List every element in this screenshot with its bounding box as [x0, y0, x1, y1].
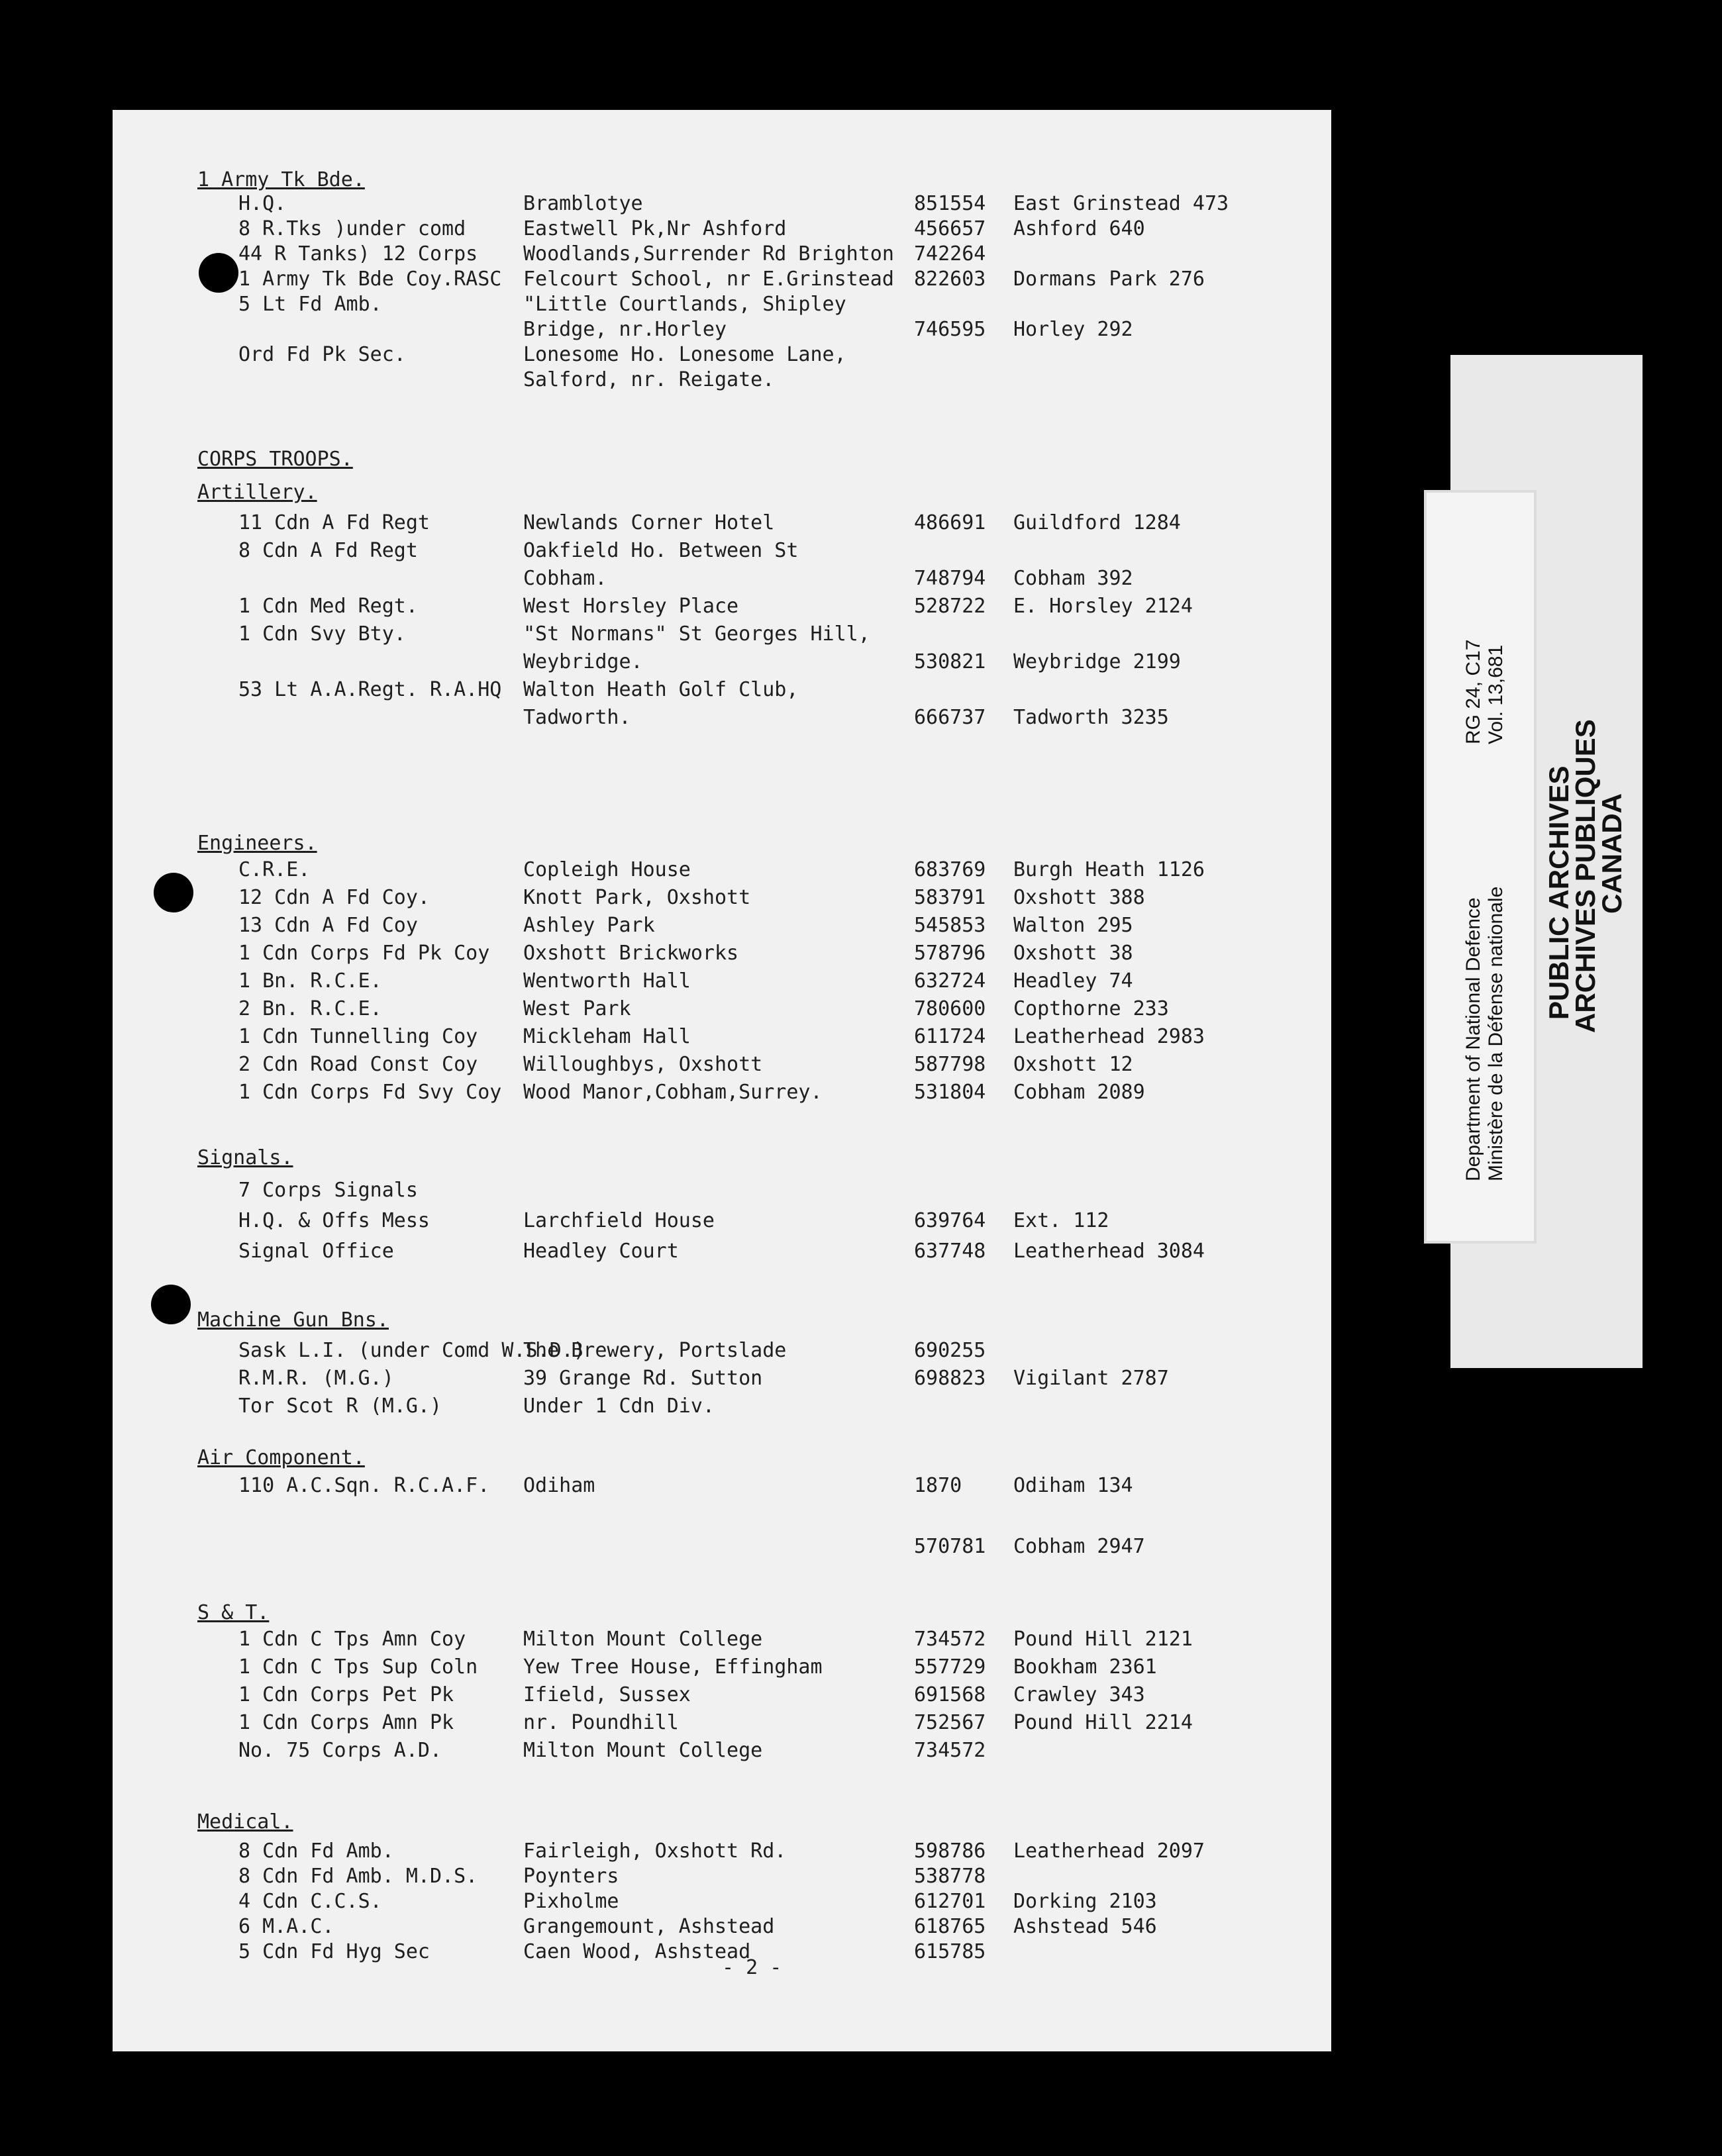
list-row — [113, 342, 1331, 368]
unit-name: Sask L.I. (under Comd W.S.D.) — [238, 1339, 585, 1362]
list-row — [113, 1208, 1331, 1234]
unit-location: Knott Park, Oxshott — [523, 886, 751, 909]
map-reference: 1870 — [914, 1474, 962, 1497]
unit-name: Ord Fd Pk Sec. — [238, 343, 406, 366]
telephone: Pound Hill 2214 — [1013, 1711, 1193, 1734]
page-number: - 2 - — [722, 1956, 782, 1979]
unit-location: Ifield, Sussex — [523, 1683, 691, 1706]
unit-name: 1 Cdn Svy Bty. — [238, 622, 406, 646]
map-reference: 545853 — [914, 914, 986, 937]
unit-name: 1 Cdn C Tps Amn Coy — [238, 1628, 466, 1651]
unit-location: Headley Court — [523, 1240, 679, 1263]
list-row — [113, 857, 1331, 883]
map-reference: 691568 — [914, 1683, 986, 1706]
unit-name: 6 M.A.C. — [238, 1915, 334, 1938]
unit-location: "Little Courtlands, Shipley — [523, 293, 846, 316]
unit-location: Pixholme — [523, 1890, 619, 1913]
map-reference: 531804 — [914, 1081, 986, 1104]
list-row — [113, 1682, 1331, 1708]
archive-dept-en: Department of National Defence — [1462, 897, 1484, 1181]
list-row — [113, 1738, 1331, 1764]
unit-location: Bramblotye — [523, 192, 643, 215]
telephone: Headley 74 — [1013, 969, 1133, 993]
map-reference: 530821 — [914, 650, 986, 673]
map-reference: 456657 — [914, 217, 986, 240]
map-reference: 612701 — [914, 1890, 986, 1913]
unit-location: nr. Poundhill — [523, 1711, 679, 1734]
unit-location: Oxshott Brickworks — [523, 942, 739, 965]
list-row — [113, 621, 1331, 648]
section-heading: Signals. — [197, 1146, 293, 1169]
map-reference: 748794 — [914, 567, 986, 590]
telephone: Crawley 343 — [1013, 1683, 1145, 1706]
map-reference: 538778 — [914, 1865, 986, 1888]
telephone: Cobham 392 — [1013, 567, 1133, 590]
unit-name: 1 Cdn C Tps Sup Coln — [238, 1655, 478, 1679]
map-reference: 583791 — [914, 886, 986, 909]
unit-location: Lonesome Ho. Lonesome Lane, — [523, 343, 846, 366]
unit-location: Under 1 Cdn Div. — [523, 1395, 715, 1418]
unit-name: 8 Cdn A Fd Regt — [238, 539, 418, 562]
unit-name: 110 A.C.Sqn. R.C.A.F. — [238, 1474, 490, 1497]
list-row — [113, 649, 1331, 675]
unit-name: 13 Cdn A Fd Coy — [238, 914, 418, 937]
map-reference: 851554 — [914, 192, 986, 215]
list-row — [113, 510, 1331, 536]
list-row — [113, 1079, 1331, 1106]
list-row — [113, 1393, 1331, 1420]
unit-name: 4 Cdn C.C.S. — [238, 1890, 382, 1913]
unit-location: Milton Mount College — [523, 1739, 763, 1762]
map-reference: 557729 — [914, 1655, 986, 1679]
list-row — [113, 1177, 1331, 1204]
list-row — [113, 1238, 1331, 1265]
unit-name: H.Q. & Offs Mess — [238, 1209, 430, 1232]
map-reference: 683769 — [914, 858, 986, 881]
archive-ref-line1: RG 24, C17 — [1462, 639, 1484, 744]
unit-location: Felcourt School, nr E.Grinstead — [523, 268, 894, 291]
telephone: Cobham 2089 — [1013, 1081, 1145, 1104]
map-reference: 780600 — [914, 997, 986, 1020]
unit-name: Signal Office — [238, 1240, 394, 1263]
map-reference: 746595 — [914, 318, 986, 341]
unit-name: 1 Cdn Tunnelling Coy — [238, 1025, 478, 1048]
telephone: Dormans Park 276 — [1013, 268, 1205, 291]
section-heading: S & T. — [197, 1601, 270, 1624]
list-row — [113, 677, 1331, 703]
unit-name: 5 Cdn Fd Hyg Sec — [238, 1940, 430, 1963]
unit-location: Woodlands,Surrender Rd Brighton — [523, 242, 894, 266]
unit-location: Ashley Park — [523, 914, 655, 937]
telephone: Cobham 2947 — [1013, 1535, 1145, 1558]
map-reference: 698823 — [914, 1367, 986, 1390]
archive-country: CANADA — [1596, 793, 1627, 914]
map-reference: 632724 — [914, 969, 986, 993]
archive-dept-fr: Ministère de la Défense nationale — [1485, 886, 1507, 1181]
telephone: East Grinstead 473 — [1013, 192, 1229, 215]
unit-name: R.M.R. (M.G.) — [238, 1367, 394, 1390]
unit-name: No. 75 Corps A.D. — [238, 1739, 442, 1762]
punch-hole — [154, 873, 193, 912]
list-row — [113, 1052, 1331, 1078]
map-reference: 734572 — [914, 1628, 986, 1651]
unit-name: 1 Bn. R.C.E. — [238, 969, 382, 993]
unit-location: Mickleham Hall — [523, 1025, 691, 1048]
unit-location: Willoughbys, Oxshott — [523, 1053, 763, 1076]
map-reference: 570781 — [914, 1535, 986, 1558]
telephone: Oxshott 38 — [1013, 942, 1133, 965]
unit-name: 5 Lt Fd Amb. — [238, 293, 382, 316]
unit-location: Tadworth. — [523, 706, 631, 729]
list-row — [113, 1914, 1331, 1940]
list-row — [113, 1338, 1331, 1364]
telephone: Leatherhead 3084 — [1013, 1240, 1205, 1263]
list-row — [113, 241, 1331, 268]
list-row — [113, 1534, 1331, 1560]
unit-location: The Brewery, Portslade — [523, 1339, 787, 1362]
list-row — [113, 968, 1331, 995]
list-row — [113, 1365, 1331, 1392]
list-row — [113, 1863, 1331, 1890]
telephone: Pound Hill 2121 — [1013, 1628, 1193, 1651]
list-row — [113, 291, 1331, 318]
list-row — [113, 1626, 1331, 1653]
telephone: Ashford 640 — [1013, 217, 1145, 240]
list-row — [113, 1888, 1331, 1915]
list-row — [113, 1654, 1331, 1681]
unit-location: Salford, nr. Reigate. — [523, 368, 775, 391]
unit-location: "St Normans" St Georges Hill, — [523, 622, 870, 646]
telephone: Tadworth 3235 — [1013, 706, 1169, 729]
list-row — [113, 216, 1331, 242]
unit-name: 2 Bn. R.C.E. — [238, 997, 382, 1020]
map-reference: 615785 — [914, 1940, 986, 1963]
section-heading: Machine Gun Bns. — [197, 1308, 389, 1332]
map-reference: 611724 — [914, 1025, 986, 1048]
telephone: Copthorne 233 — [1013, 997, 1169, 1020]
unit-name: 1 Cdn Corps Fd Svy Coy — [238, 1081, 502, 1104]
unit-location: Cobham. — [523, 567, 607, 590]
section-heading: Medical. — [197, 1810, 293, 1834]
unit-name: C.R.E. — [238, 858, 311, 881]
unit-location: Wood Manor,Cobham,Surrey. — [523, 1081, 823, 1104]
list-row — [113, 317, 1331, 343]
list-row — [113, 885, 1331, 911]
telephone: Odiham 134 — [1013, 1474, 1133, 1497]
map-reference: 637748 — [914, 1240, 986, 1263]
list-row — [113, 1710, 1331, 1736]
map-reference: 822603 — [914, 268, 986, 291]
telephone: Dorking 2103 — [1013, 1890, 1157, 1913]
punch-hole — [199, 253, 238, 293]
telephone: Horley 292 — [1013, 318, 1133, 341]
list-row — [113, 367, 1331, 393]
telephone: Ext. 112 — [1013, 1209, 1109, 1232]
section-heading: CORPS TROOPS. — [197, 448, 353, 471]
unit-location: Walton Heath Golf Club, — [523, 678, 799, 701]
unit-name: 8 R.Tks )under comd — [238, 217, 466, 240]
unit-location: Fairleigh, Oxshott Rd. — [523, 1839, 787, 1863]
archive-card — [1424, 490, 1537, 1244]
map-reference: 690255 — [914, 1339, 986, 1362]
unit-name: 53 Lt A.A.Regt. R.A.HQ — [238, 678, 502, 701]
telephone: Walton 295 — [1013, 914, 1133, 937]
telephone: E. Horsley 2124 — [1013, 595, 1193, 618]
list-row — [113, 191, 1331, 217]
section-heading: Air Component. — [197, 1446, 365, 1469]
telephone: Oxshott 388 — [1013, 886, 1145, 909]
archive-name-en: PUBLIC ARCHIVES — [1543, 765, 1574, 1020]
map-reference: 734572 — [914, 1739, 986, 1762]
section-heading: Artillery. — [197, 481, 317, 504]
map-reference: 618765 — [914, 1915, 986, 1938]
map-reference: 587798 — [914, 1053, 986, 1076]
unit-name: 8 Cdn Fd Amb. — [238, 1839, 394, 1863]
unit-name: 8 Cdn Fd Amb. M.D.S. — [238, 1865, 478, 1888]
list-row — [113, 266, 1331, 293]
unit-location: Poynters — [523, 1865, 619, 1888]
unit-location: Yew Tree House, Effingham — [523, 1655, 823, 1679]
unit-location: 39 Grange Rd. Sutton — [523, 1367, 763, 1390]
document-page — [113, 110, 1331, 2051]
list-row — [113, 1838, 1331, 1865]
list-row — [113, 912, 1331, 939]
unit-location: West Park — [523, 997, 631, 1020]
map-reference: 742264 — [914, 242, 986, 266]
unit-name: 12 Cdn A Fd Coy. — [238, 886, 430, 909]
unit-location: Newlands Corner Hotel — [523, 511, 775, 534]
unit-location: Copleigh House — [523, 858, 691, 881]
unit-location: Grangemount, Ashstead — [523, 1915, 775, 1938]
unit-name: 1 Cdn Corps Fd Pk Coy — [238, 942, 490, 965]
unit-name: 1 Cdn Corps Amn Pk — [238, 1711, 454, 1734]
telephone: Leatherhead 2097 — [1013, 1839, 1205, 1863]
unit-location: Wentworth Hall — [523, 969, 691, 993]
telephone: Vigilant 2787 — [1013, 1367, 1169, 1390]
unit-location: West Horsley Place — [523, 595, 739, 618]
telephone: Weybridge 2199 — [1013, 650, 1181, 673]
archive-name-fr: ARCHIVES PUBLIQUES — [1570, 719, 1601, 1033]
list-row — [113, 565, 1331, 592]
map-reference: 528722 — [914, 595, 986, 618]
unit-location: Weybridge. — [523, 650, 643, 673]
telephone: Guildford 1284 — [1013, 511, 1181, 534]
map-reference: 486691 — [914, 511, 986, 534]
unit-name: 1 Cdn Med Regt. — [238, 595, 418, 618]
list-row — [113, 1024, 1331, 1050]
unit-name: 2 Cdn Road Const Coy — [238, 1053, 478, 1076]
map-reference: 666737 — [914, 706, 986, 729]
unit-name: Tor Scot R (M.G.) — [238, 1395, 442, 1418]
unit-location: Caen Wood, Ashstead — [523, 1940, 751, 1963]
unit-location: Oakfield Ho. Between St — [523, 539, 799, 562]
unit-name: 44 R Tanks) 12 Corps — [238, 242, 478, 266]
map-reference: 578796 — [914, 942, 986, 965]
telephone: Leatherhead 2983 — [1013, 1025, 1205, 1048]
list-row — [113, 1473, 1331, 1499]
punch-hole — [151, 1285, 191, 1324]
unit-location: Milton Mount College — [523, 1628, 763, 1651]
unit-name: 11 Cdn A Fd Regt — [238, 511, 430, 534]
list-row — [113, 996, 1331, 1022]
list-row — [113, 538, 1331, 564]
unit-location: Odiham — [523, 1474, 595, 1497]
telephone: Burgh Heath 1126 — [1013, 858, 1205, 881]
list-row — [113, 940, 1331, 967]
unit-name: 1 Cdn Corps Pet Pk — [238, 1683, 454, 1706]
list-row — [113, 593, 1331, 620]
section-heading: Engineers. — [197, 832, 317, 855]
unit-name: H.Q. — [238, 192, 287, 215]
unit-location: Eastwell Pk,Nr Ashford — [523, 217, 787, 240]
unit-name: 7 Corps Signals — [238, 1179, 418, 1202]
map-reference: 639764 — [914, 1209, 986, 1232]
unit-name: 1 Army Tk Bde Coy.RASC — [238, 268, 502, 291]
telephone: Ashstead 546 — [1013, 1915, 1157, 1938]
unit-location: Larchfield House — [523, 1209, 715, 1232]
unit-location: Bridge, nr.Horley — [523, 318, 727, 341]
telephone: Oxshott 12 — [1013, 1053, 1133, 1076]
map-reference: 598786 — [914, 1839, 986, 1863]
map-reference: 752567 — [914, 1711, 986, 1734]
archive-ref-line2: Vol. 13,681 — [1485, 644, 1507, 744]
list-row — [113, 705, 1331, 731]
section-heading: 1 Army Tk Bde. — [197, 168, 365, 191]
telephone: Bookham 2361 — [1013, 1655, 1157, 1679]
